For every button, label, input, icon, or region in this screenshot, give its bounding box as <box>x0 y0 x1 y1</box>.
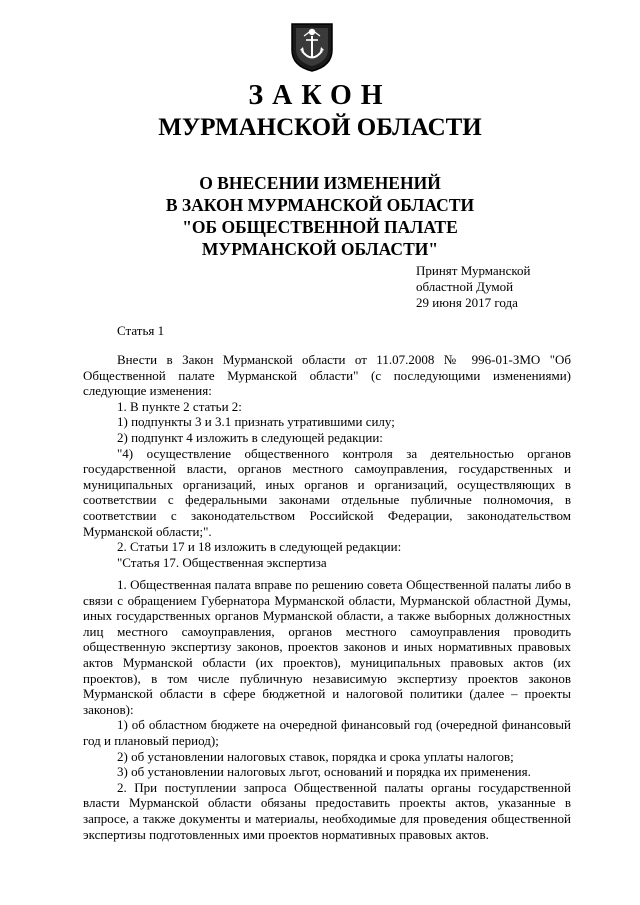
law-subtitle <box>0 172 640 260</box>
adoption-date: 29 июня 2017 года <box>416 295 518 310</box>
paragraph: Внести в Закон Мурманской области от 11.07.2008 № 996-01-ЗМО "Об Общественной палате Мурманской области" (с последующими изменениями) следующие изменения: <box>83 352 571 399</box>
article-label: Статья 1 <box>117 323 165 338</box>
coat-of-arms-icon <box>290 20 334 72</box>
paragraph: 2) подпункт 4 изложить в следующей редакции: <box>117 429 383 445</box>
law-title: ЗАКОН <box>248 80 392 111</box>
paragraph: 1. В пункте 2 статьи 2: <box>117 398 242 414</box>
paragraph: 2. Статьи 17 и 18 изложить в следующей редакции: <box>117 539 402 555</box>
paragraph: 1) об областном бюджете на очередной финансовый год (очередной финансовый год и плановый период); <box>83 717 571 748</box>
paragraph: 1) подпункты 3 и 3.1 признать утратившими силу; <box>117 414 395 430</box>
adoption-note <box>416 263 596 311</box>
paragraph: "Статья 17. Общественная экспертиза <box>117 554 327 570</box>
paragraph: 3) об установлении налоговых льгот, оснований и порядка их применения. <box>117 764 531 780</box>
subtitle-line: МУРМАНСКОЙ ОБЛАСТИ" <box>201 239 439 259</box>
body-text-part1 <box>83 352 571 570</box>
subtitle-line: В ЗАКОН МУРМАНСКОЙ ОБЛАСТИ <box>165 195 475 215</box>
paragraph: 2. При поступлении запроса Общественной палаты органы государственной власти Мурманской области обязаны предоставить проекты актов, указанные в запросе, а также документы и материалы, необходимые для проведения общественной экспертизы подготовленных ими проектов нормативных правовых актов. <box>83 779 571 842</box>
subtitle-line: О ВНЕСЕНИИ ИЗМЕНЕНИЙ <box>199 173 441 193</box>
paragraph: "4) осуществление общественного контроля за деятельностью органов государственной власти, органов местного самоуправления, государственных и муниципальных организаций, иных органов и организаций, осуществляющих в соответствии с федеральными законами отдельные публичные полномочия, в соответствии с законодательством Российской Федерации, законодательством Мурманской области;". <box>83 445 571 539</box>
adoption-line: Принят Мурманской <box>416 263 531 278</box>
adoption-line: областной Думой <box>416 279 514 294</box>
paragraph: 2) об установлении налоговых ставок, порядка и срока уплаты налогов; <box>117 748 514 764</box>
law-region-title: МУРМАНСКОЙ ОБЛАСТИ <box>158 114 482 141</box>
body-text-part2 <box>83 577 571 842</box>
paragraph: 1. Общественная палата вправе по решению совета Общественной палаты либо в связи с обращением Губернатора Мурманской области, Мурманской областной Думы, иных государственных органов Мурманской области, а также выборных должностных лиц местного самоуправления, органов местного самоуправления проводить общественную экспертизу законов, проектов законов и иных нормативных правовых актов Мурманской области (их проектов), муниципальных правовых актов (их проектов), в том числе публичную независимую экспертизу проектов законов Мурманской области в сфере бюджетной и налоговой политики (далее – проекты законов): <box>83 577 571 717</box>
subtitle-line: "ОБ ОБЩЕСТВЕННОЙ ПАЛАТЕ <box>182 217 458 237</box>
